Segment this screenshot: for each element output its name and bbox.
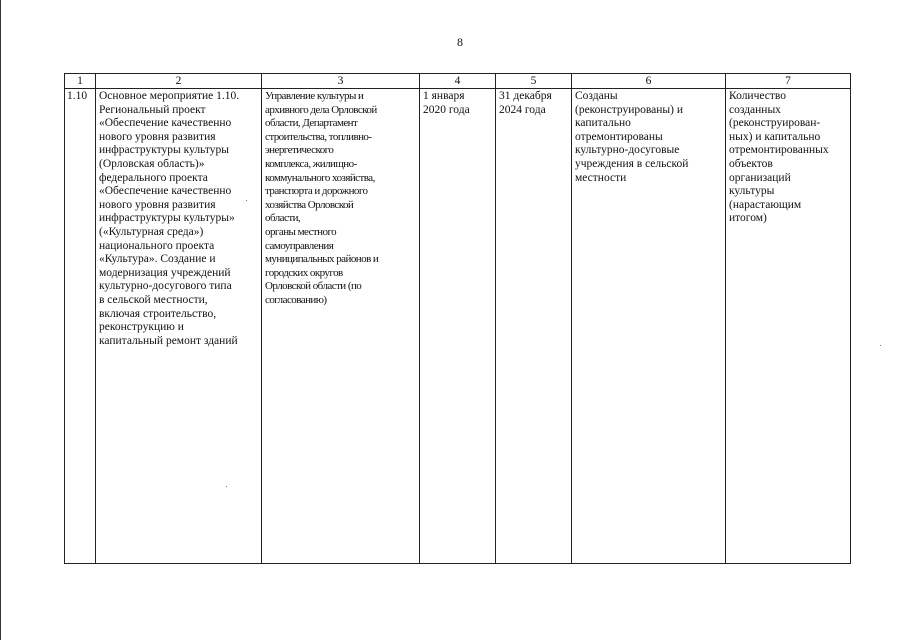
- table-header-row: [65, 74, 851, 89]
- page-number: 8: [457, 35, 463, 49]
- activities-table: [64, 73, 851, 564]
- scan-speck: [880, 345, 881, 346]
- column-header-3: 3: [262, 74, 420, 89]
- scan-speck: [226, 486, 227, 487]
- indicator-cell: Количество созданных (реконструирован- ных) и капитально отремонтированных объектов организаций культуры (нарастающим итогом): [726, 89, 851, 564]
- column-header-1: 1: [65, 74, 96, 89]
- result-cell: Созданы (реконструированы) и капитально отремонтированы культурно-досуговые учреждения в сельской местности: [572, 89, 726, 564]
- activity-cell: Основное мероприятие 1.10. Региональный проект «Обеспечение качественно нового уровня развития инфраструктуры культуры (Орловская область)» федерального проекта «Обеспечение качественно нового уровня развития инфраструктуры культуры» («Культурная среда») национального проекта «Культура». Создание и модернизация учреждений культурно-досугового типа в сельской местности, включая строительство, реконструкцию и капитальный ремонт зданий: [96, 89, 262, 564]
- table-row: [65, 89, 851, 564]
- column-header-7: 7: [726, 74, 851, 89]
- page-left-edge: [0, 0, 1, 640]
- scan-speck: [246, 200, 247, 201]
- column-header-2: 2: [96, 74, 262, 89]
- column-header-5: 5: [496, 74, 572, 89]
- executor-cell: Управление культуры и архивного дела Орловской области, Департамент строительства, топливно- энергетического комплекса, жилищно- коммунального хозяйства, транспорта и дорожного хозяйства Орловской области, органы местного самоуправления муниципальных районов и городских округов Орловской области (по согласованию): [262, 89, 420, 564]
- column-header-4: 4: [420, 74, 496, 89]
- row-number-cell: 1.10: [65, 89, 96, 564]
- end-date-cell: 31 декабря 2024 года: [496, 89, 572, 564]
- start-date-cell: 1 января 2020 года: [420, 89, 496, 564]
- column-header-6: 6: [572, 74, 726, 89]
